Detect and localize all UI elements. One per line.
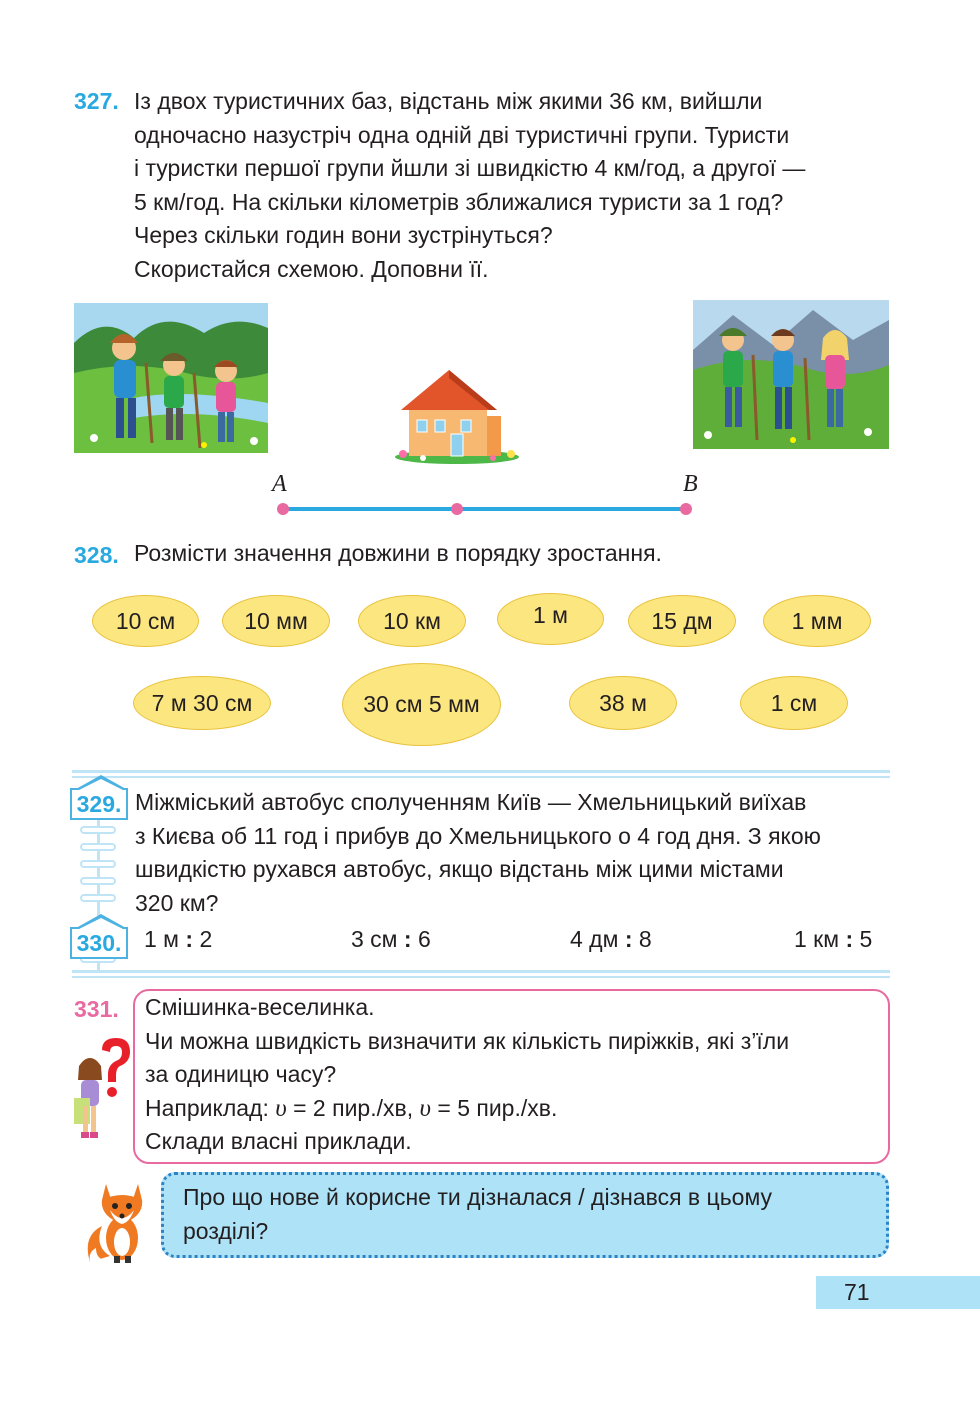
ladder-step <box>80 894 116 902</box>
text-line: Склади власні приклади. <box>145 1128 412 1154</box>
ladder-step <box>80 877 116 885</box>
length-oval: 30 см 5 мм <box>342 663 501 746</box>
homework-top-border <box>72 770 890 773</box>
text-line: з Києва об 11 год і прибув до Хмельницького о 4 год дня. З якою <box>135 822 821 849</box>
length-oval: 10 см <box>92 595 199 647</box>
fox-illustration <box>84 1176 152 1264</box>
division-operator: : <box>845 926 854 952</box>
dividend: 3 см <box>351 926 398 952</box>
text-line: 320 км? <box>135 889 219 916</box>
text-line: розділі? <box>183 1217 269 1244</box>
length-oval: 15 дм <box>628 595 736 647</box>
exercise-329-number: 329. <box>70 788 128 820</box>
segment-point-b <box>680 503 692 515</box>
exercise-330-number: 330. <box>70 927 128 959</box>
text-line: одночасно назустріч одна одній дві туристичні групи. Туристи <box>134 121 790 148</box>
homework-bottom-border <box>72 970 890 973</box>
exercise-329-text <box>135 786 890 920</box>
divisor: 6 <box>417 926 431 952</box>
division-item <box>570 926 652 953</box>
division-operator: : <box>624 926 633 952</box>
divisor: 5 <box>859 926 873 952</box>
division-item <box>144 926 212 953</box>
length-oval: 1 м <box>497 593 604 645</box>
ladder-step <box>80 843 116 851</box>
hikers-left-illustration <box>74 303 268 453</box>
exercise-331-number: 331. <box>74 996 119 1022</box>
text-line: за одиницю часу? <box>145 1061 337 1087</box>
dividend: 1 м <box>144 926 179 952</box>
length-oval: 7 м 30 см <box>133 676 271 730</box>
divisor: 2 <box>199 926 213 952</box>
reflection-question <box>183 1181 873 1248</box>
dividend: 1 км <box>794 926 840 952</box>
text-line: Чи можна швидкість визначити як кількість пиріжків, які з’їли <box>145 1027 790 1054</box>
page-number-tab <box>816 1276 980 1309</box>
text-line: швидкістю рухався автобус, якщо відстань між цими містами <box>135 856 784 882</box>
ladder-step <box>80 826 116 834</box>
division-item <box>794 926 872 953</box>
hikers-right-illustration <box>693 300 889 449</box>
point-b-label: B <box>683 471 698 497</box>
text-line: і туристки першої групи йшли зі швидкістю 4 км/год, а другої — <box>134 155 806 181</box>
text-line <box>145 1092 890 1126</box>
homework-top-border-inner <box>72 776 890 778</box>
segment-point-a <box>277 503 289 515</box>
division-operator: : <box>403 926 412 952</box>
division-item <box>351 926 431 953</box>
divisor: 8 <box>638 926 652 952</box>
dividend: 4 дм <box>570 926 619 952</box>
girl-question-illustration <box>72 1036 134 1140</box>
example-prefix: Наприклад: <box>145 1094 269 1121</box>
exercise-327-text <box>134 85 890 286</box>
text-line: Смішинка-веселинка. <box>145 994 375 1020</box>
velocity-symbol: υ <box>275 1094 287 1122</box>
exercise-327-number: 327. <box>74 88 119 114</box>
page-number: 71 <box>844 1279 870 1305</box>
length-oval: 38 м <box>569 676 677 730</box>
text-line: Через скільки годин вони зустрінуться? <box>134 222 553 248</box>
exercise-328-text: Розмісти значення довжини в порядку зростання. <box>134 540 662 566</box>
house-illustration <box>393 366 521 464</box>
text-line: Із двох туристичних баз, відстань між якими 36 км, вийшли <box>134 88 763 114</box>
exercise-331-text <box>145 991 890 1159</box>
length-oval: 10 км <box>358 595 466 647</box>
velocity-symbol: υ <box>419 1094 431 1122</box>
homework-bottom-border-inner <box>72 976 890 978</box>
distance-segment <box>282 507 686 511</box>
length-oval: 1 см <box>740 676 848 730</box>
text-line: Про що нове й корисне ти дізналася / дізнався в цьому <box>183 1184 773 1210</box>
division-operator: : <box>185 926 194 952</box>
exercise-328-number: 328. <box>74 542 119 568</box>
length-oval: 10 мм <box>222 595 330 647</box>
ladder-step <box>80 860 116 868</box>
point-a-label: A <box>272 471 287 497</box>
example-value: = 5 пир./хв. <box>437 1094 558 1121</box>
text-line: Міжміський автобус сполученням Київ — Хмельницький виїхав <box>135 789 807 815</box>
example-value: = 2 пир./хв, <box>293 1094 414 1121</box>
text-line: 5 км/год. На скільки кілометрів зближалися туристи за 1 год? <box>134 188 784 215</box>
text-line: Скористайся схемою. Доповни її. <box>134 255 489 282</box>
length-oval: 1 мм <box>763 595 871 647</box>
segment-point-middle <box>451 503 463 515</box>
